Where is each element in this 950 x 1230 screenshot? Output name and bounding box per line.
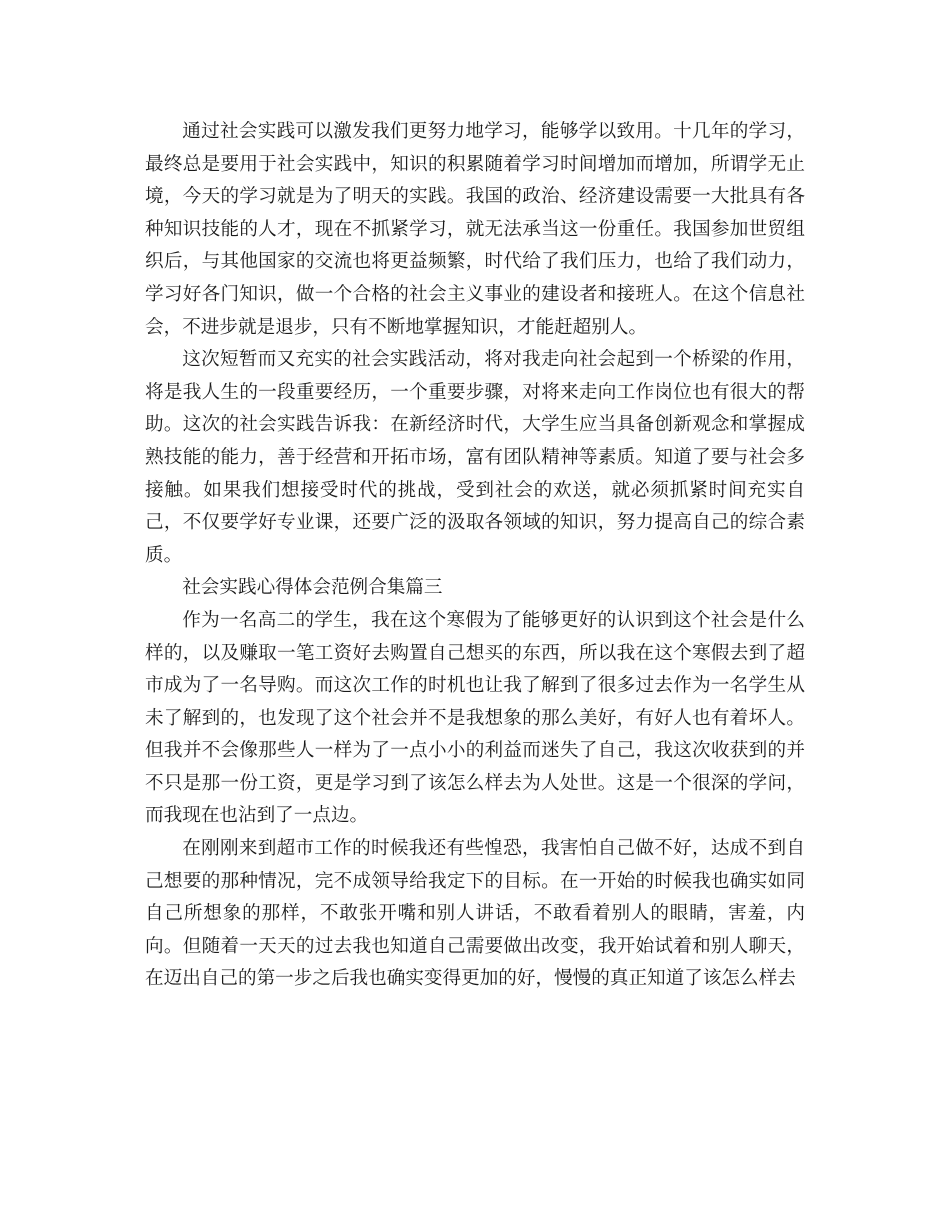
section-heading: 社会实践心得体会范例合集篇三 (182, 577, 443, 599)
paragraph-1: 通过社会实践可以激发我们更努力地学习，能够学以致用。十几年的学习，最终总是要用于社会实践中，知识的积累随着学习时间增加而增加，所谓学无止境，今天的学习就是为了明天的实践。我国的政治、经济建设需要一大批具有各种知识技能的人才，现在不抓紧学习，就无法承当这一份重任。我国参加世贸组织后，与其他国家的交流也将更益频繁，时代给了我们压力，也给了我们动力，学习好各门知识，做一个合格的社会主义事业的建设者和接班人。在这个信息社会，不进步就是退步，只有不断地掌握知识，才能赶超别人。 (145, 121, 805, 338)
paragraph-4: 在刚刚来到超市工作的时候我还有些惶恐，我害怕自己做不好，达成不到自己想要的那种情况，完不成领导给我定下的目标。在一开始的时候我也确实如同自己所想象的那样，不敢张开嘴和别人讲话，不敢看着别人的眼睛，害羞，内向。但随着一天天的过去我也知道自己需要做出改变，我开始试着和别人聊天，在迈出自己的第一步之后我也确实变得更加的好，慢慢的真正知道了该怎么样去 (145, 838, 805, 990)
paragraph-3: 作为一名高二的学生，我在这个寒假为了能够更好的认识到这个社会是什么样的，以及赚取一笔工资好去购置自己想买的东西，所以我在这个寒假去到了超市成为了一名导购。而这次工作的时机也让我了解到了很多过去作为一名学生从未了解到的，也发现了这个社会并不是我想象的那么美好，有好人也有着坏人。但我并不会像那些人一样为了一点小小的利益而迷失了自己，我这次收获到的并不只是那一份工资，更是学习到了该怎么样去为人处世。这是一个很深的学问，而我现在也沾到了一点边。 (145, 609, 805, 827)
paragraph-2: 这次短暂而又充实的社会实践活动，将对我走向社会起到一个桥梁的作用，将是我人生的一段重要经历，一个重要步骤，对将来走向工作岗位也有很大的帮助。这次的社会实践告诉我：在新经济时代，大学生应当具备创新观念和掌握成熟技能的能力，善于经营和开拓市场，富有团队精神等素质。知道了要与社会多接触。如果我们想接受时代的挑战，受到社会的欢送，就必须抓紧时间充实自己，不仅要学好专业课，还要广泛的汲取各领域的知识，努力提高自己的综合素质。 (145, 349, 805, 566)
document-body (145, 116, 805, 996)
